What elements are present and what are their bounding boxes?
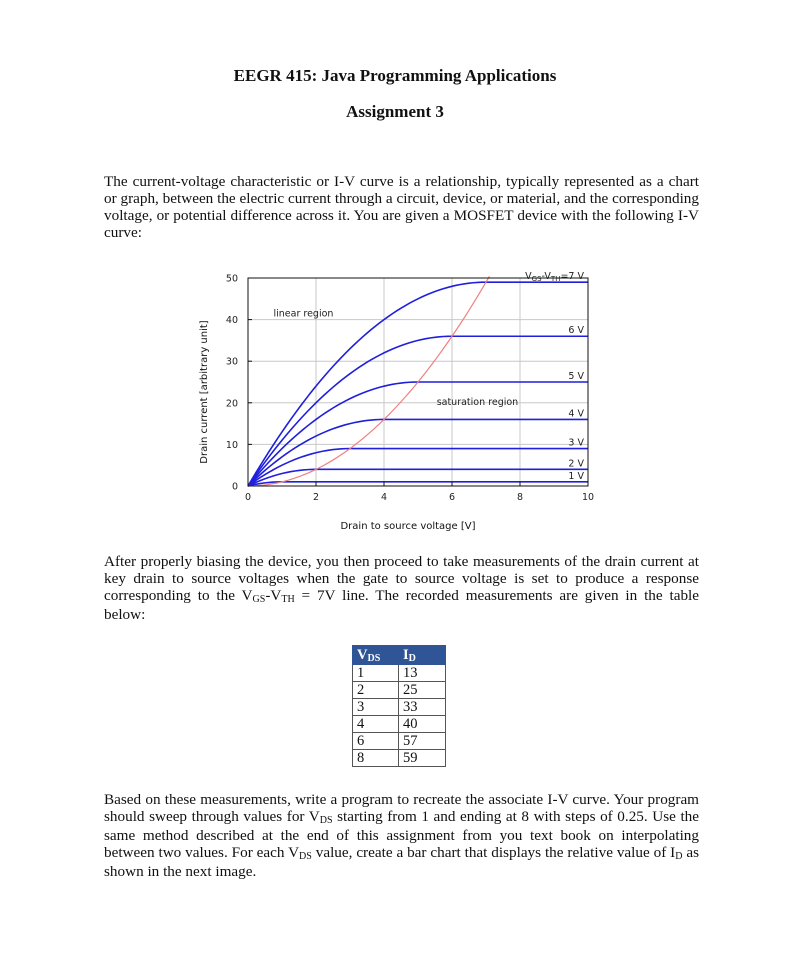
cell-vds: 8 (353, 750, 399, 767)
x-tick-label: 2 (312, 492, 320, 503)
cell-id: 57 (399, 733, 446, 750)
header-id: $I_D$ (399, 646, 446, 665)
based-text-3: value, create a bar chart that displays the relative value of I (311, 844, 676, 861)
y-tick-label: 30 (225, 356, 238, 368)
x-tick-label: 8 (516, 492, 524, 503)
cell-vds: 6 (353, 733, 399, 750)
iv-curve-2v (248, 469, 588, 486)
curve-label-2v: 2 V (568, 458, 584, 470)
cell-id: 40 (399, 716, 446, 733)
y-tick-label: 20 (225, 398, 238, 410)
y-tick-label: 50 (225, 273, 238, 285)
intro-paragraph: The current-voltage characteristic or I-V curve is a relationship, typically represented as a chart or graph, between the electric current through a circuit, device, or material, and the corresponding voltage, or potential difference across it. You are given a MOSFET device with the following I-V curve: (104, 173, 699, 241)
y-tick-label: 0 (231, 481, 238, 493)
table-body (353, 665, 446, 767)
y-tick-label: 40 (225, 315, 238, 327)
after-text-2: = 7V line. The recorded measurements are given in the table below: (104, 587, 699, 623)
cell-id: 13 (399, 665, 446, 682)
based-text-2: starting from 1 and ending at 8 with steps of 0.25. Use the same method described at the end of this assignment from you text book on interpolating between two values. For each V (104, 808, 699, 861)
based-sub-3: D (675, 851, 683, 862)
curve-label-6v: 6 V (568, 325, 584, 337)
based-text-1: Based on these measurements, write a program to recreate the associate I-V curve. Your program should sweep through values for V (104, 791, 699, 825)
after-sub-th: TH (281, 594, 295, 605)
after-dash-v: -V (265, 587, 282, 604)
curve-label-7v: $V_{GS}-V_{TH}=7$ V (525, 271, 584, 284)
table-row (353, 665, 446, 682)
table-row (353, 682, 446, 699)
table-row (353, 716, 446, 733)
cell-vds: 1 (353, 665, 399, 682)
based-sub-2: DS (299, 851, 312, 862)
cell-id: 33 (399, 699, 446, 716)
after-paragraph (104, 553, 699, 623)
y-axis-label: Drain current [arbitrary unit] (199, 320, 210, 464)
curve-label-5v: 5 V (568, 371, 584, 382)
cell-vds: 2 (353, 682, 399, 699)
x-tick-label: 6 (448, 492, 456, 503)
based-paragraph (104, 791, 699, 880)
table-row (353, 699, 446, 716)
linear-region-label: linear region (273, 308, 334, 320)
table-row (353, 750, 446, 767)
table-header-row (353, 646, 446, 665)
curve-label-3v: 3 V (568, 437, 584, 449)
after-text-1: After properly biasing the device, you then proceed to take measurements of the drain current at key drain to source voltages when the gate to source voltage is set to produce a response corresponding to the V (104, 553, 699, 604)
after-sub-gs: GS (252, 594, 266, 605)
saturation-region-label: saturation region (436, 396, 519, 408)
measurement-table (352, 645, 446, 767)
cell-id: 25 (399, 682, 446, 699)
x-tick-label: 0 (244, 492, 252, 503)
cell-vds: 4 (353, 716, 399, 733)
course-title: EEGR 415: Java Programming Applications (233, 66, 557, 85)
curve-label-4v: 4 V (568, 408, 584, 420)
based-sub-1: DS (319, 815, 333, 826)
header-vds: $V_{DS}$ (353, 646, 399, 665)
iv-curve-chart (190, 268, 610, 538)
curve-label-1v: 1 V (568, 470, 584, 482)
table-row (353, 733, 446, 750)
cell-vds: 3 (353, 699, 399, 716)
x-axis-label: Drain to source voltage [V] (340, 521, 476, 532)
iv-curve-3v (248, 449, 588, 486)
assignment-title: Assignment 3 (346, 102, 444, 121)
cell-id: 59 (399, 750, 446, 767)
x-tick-label: 4 (380, 492, 388, 503)
iv-curve-1v (248, 482, 588, 486)
y-tick-label: 10 (225, 439, 238, 451)
based-text-4: as shown in the next image. (104, 844, 699, 880)
x-tick-label: 10 (581, 492, 595, 503)
iv-curve-6v (248, 336, 588, 486)
